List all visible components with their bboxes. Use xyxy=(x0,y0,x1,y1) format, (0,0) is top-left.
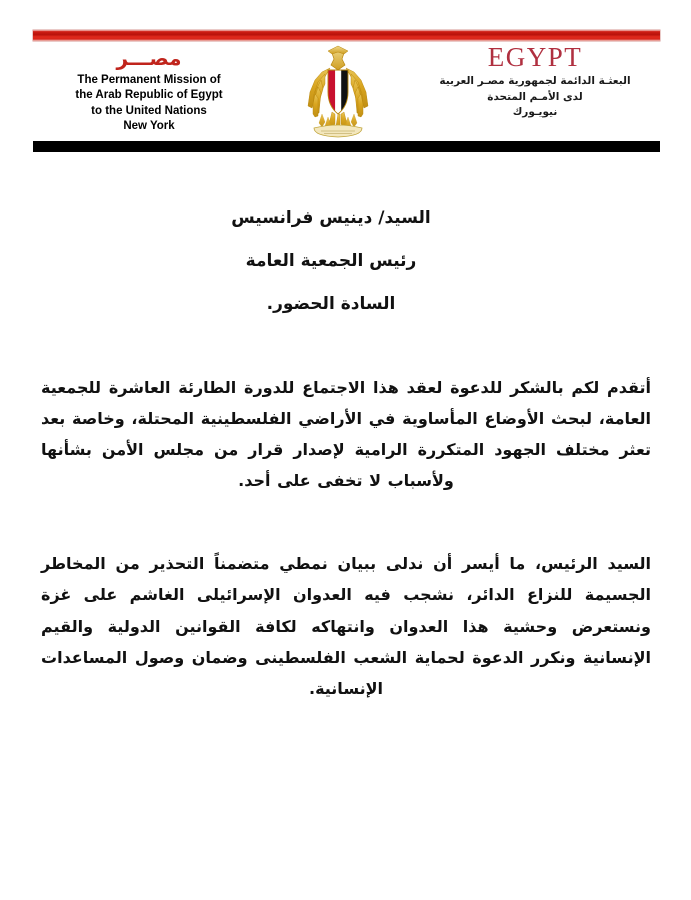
addressee-name: السيد/ دينيس فرانسيس xyxy=(231,208,431,228)
addressee-salutation: السادة الحضور. xyxy=(266,293,396,314)
letterhead-top-red-rule xyxy=(33,30,660,41)
mission-line-3: to the United Nations xyxy=(91,104,207,117)
mission-title-arabic xyxy=(410,74,660,120)
letter-body xyxy=(41,210,651,720)
letterhead-bottom-black-rule xyxy=(33,141,660,152)
addressee-title: رئيس الجمعية العامة xyxy=(245,250,417,271)
mission-line-2: the Arab Republic of Egypt xyxy=(75,89,223,102)
country-name-english: EGYPT xyxy=(487,42,583,72)
eagle-of-saladin-emblem xyxy=(292,44,384,142)
letter-paragraph-2: السيد الرئيس، ما أيسر أن ندلى ببيان نمطي متضمناً التحذير من المخاطر الجسيمة للنزاع الدائر، نشجب فيه العدوان الإسرائيلى الغاشم على غزة ونستعرض وحشية هذا العدوان وانتهاكه لكافة القوانين الدولية والقيم الإنسانية ونكرر الدعوة لحماية الشعب الفلسطينى وضمان وصول المساعدات الإنسانية. xyxy=(41,554,651,699)
addressee-block xyxy=(41,210,651,314)
letterhead-right-block xyxy=(410,43,660,120)
country-name-arabic: مصـــر xyxy=(116,46,182,70)
mission-line-4: New York xyxy=(123,120,175,133)
mission-line-1: The Permanent Mission of xyxy=(77,74,221,86)
letter-paragraph-1: أتقدم لكم بالشكر للدعوة لعقد هذا الاجتماع للدورة الطارئة العاشرة للجمعية العامة، لبحث الأوضاع المأساوية في الأراضي الفلسطينية المحتلة، وخاصة بعد تعثر مختلف الجهود المتكررة الرامية لإصدار قرار من مجلس الأمن بشأنها ولأسباب لا تخفى على أحد. xyxy=(41,377,651,491)
letterhead xyxy=(33,30,660,152)
letterhead-content xyxy=(33,41,660,141)
mission-ar-line-1: البعثـة الدائمة لجمهورية مصـر العربية xyxy=(439,75,631,88)
mission-title-english xyxy=(33,73,265,135)
mission-ar-line-3: نيويـورك xyxy=(512,105,558,118)
letterhead-left-block xyxy=(33,43,265,135)
letterhead-emblem-block xyxy=(283,43,393,142)
mission-ar-line-2: لدى الأمـم المتحدة xyxy=(487,90,583,103)
